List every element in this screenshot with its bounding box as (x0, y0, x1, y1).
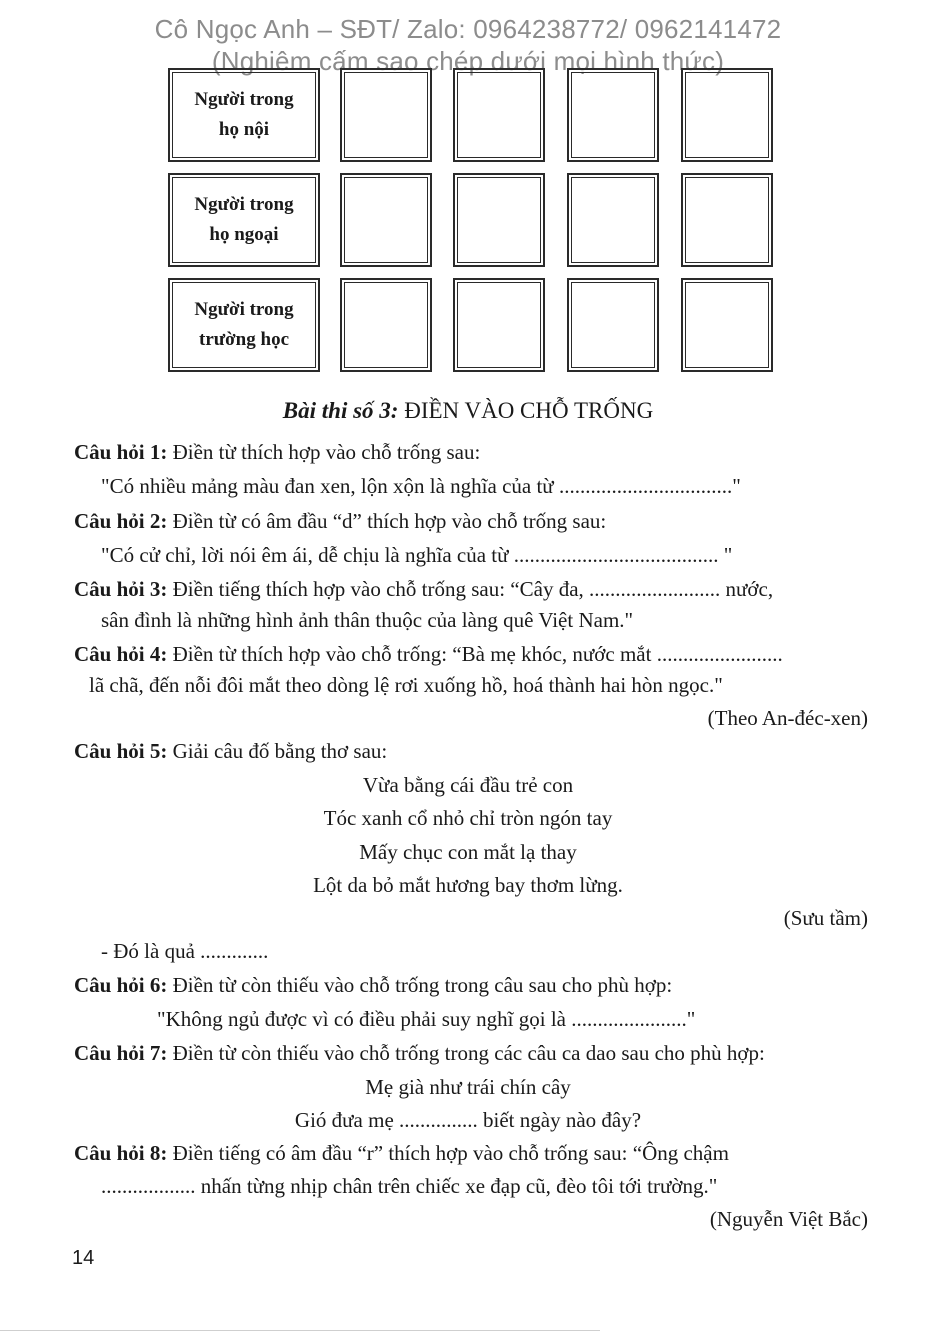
section-title (0, 398, 936, 424)
row-label-maternal (168, 173, 320, 267)
question-4-cont: lã chã, đến nỗi đôi mắt theo dòng lệ rơi xuống hồ, hoá thành hai hòn ngọc." (89, 673, 723, 697)
question-2 (74, 509, 606, 534)
question-text: Điền từ còn thiếu vào chỗ trống trong câu sau cho phù hợp: (167, 973, 673, 997)
question-5 (74, 739, 387, 764)
question-label: Câu hỏi 4: (74, 642, 168, 666)
question-8-cont: .................. nhấn từng nhịp chân trên chiếc xe đạp cũ, đèo tôi tới trường." (101, 1174, 718, 1198)
folk-verse-line: Mẹ già như trái chín cây (365, 1075, 571, 1099)
folk-verse-line: Gió đưa mẹ ............... biết ngày nào đây? (294, 1108, 642, 1132)
riddle-line: Lột da bỏ mắt hương bay thơm lừng. (313, 873, 623, 897)
row-label-line1: Người trong (194, 194, 294, 215)
row-label-line2: họ ngoại (209, 224, 279, 245)
answer-cell[interactable] (567, 173, 659, 267)
question-1 (74, 440, 480, 465)
question-text: Giải câu đố bằng thơ sau: (167, 739, 388, 763)
row-label-line1: Người trong (194, 89, 294, 110)
answer-cell[interactable] (681, 68, 773, 162)
page-number: 14 (72, 1247, 95, 1269)
row-label-paternal (168, 68, 320, 162)
answer-cell[interactable] (453, 173, 545, 267)
answer-cell[interactable] (681, 278, 773, 372)
question-label: Câu hỏi 8: (74, 1141, 168, 1165)
answer-cell[interactable] (453, 278, 545, 372)
bottom-rule (0, 1330, 600, 1331)
row-label-line2: trường học (199, 329, 289, 350)
question-3-cont: sân đình là những hình ảnh thân thuộc của làng quê Việt Nam." (101, 608, 634, 632)
question-text: Điền tiếng có âm đầu “r” thích hợp vào chỗ trống sau: “Ông chậm (167, 1141, 729, 1165)
grid-row-school (168, 278, 775, 374)
question-text: Điền tiếng thích hợp vào chỗ trống sau: “Cây đa, ......................... nước, (167, 577, 774, 601)
question-8 (74, 1141, 729, 1166)
watermark-notice: (Nghiêm cấm sao chép dưới mọi hình thức) (211, 46, 725, 76)
question-label: Câu hỏi 5: (74, 739, 168, 763)
question-text: Điền từ thích hợp vào chỗ trống sau: (167, 440, 481, 464)
row-label-line2: họ nội (218, 119, 270, 140)
row-label-school (168, 278, 320, 372)
section-heading: ĐIỀN VÀO CHỖ TRỐNG (398, 398, 654, 423)
answer-cell[interactable] (567, 278, 659, 372)
question-label: Câu hỏi 1: (74, 440, 168, 464)
answer-cell[interactable] (567, 68, 659, 162)
question-4 (74, 642, 783, 667)
question-7 (74, 1041, 765, 1066)
section-prefix: Bài thi số 3: (282, 398, 399, 423)
answer-cell[interactable] (681, 173, 773, 267)
answer-cell[interactable] (340, 278, 432, 372)
answer-cell[interactable] (340, 173, 432, 267)
question-6 (74, 973, 672, 998)
question-label: Câu hỏi 7: (74, 1041, 168, 1065)
question-text: Điền từ còn thiếu vào chỗ trống trong các câu ca dao sau cho phù hợp: (167, 1041, 765, 1065)
question-8-source: (Nguyễn Việt Bắc) (709, 1207, 868, 1231)
riddle-line: Vừa bằng cái đầu trẻ con (362, 773, 574, 797)
watermark-contact: Cô Ngọc Anh – SĐT/ Zalo: 0964238772/ 0962141472 (154, 14, 782, 44)
grid-row-paternal (168, 68, 775, 164)
question-4-source: (Theo An-đéc-xen) (707, 706, 868, 730)
question-label: Câu hỏi 2: (74, 509, 168, 533)
question-text: Điền từ có âm đầu “d” thích hợp vào chỗ trống sau: (167, 509, 607, 533)
question-2-quote: "Có cử chỉ, lời nói êm ái, dễ chịu là nghĩa của từ ....................................... " (101, 543, 733, 567)
riddle-line: Tóc xanh cổ nhỏ chỉ tròn ngón tay (323, 806, 613, 830)
answer-cell[interactable] (453, 68, 545, 162)
question-label: Câu hỏi 6: (74, 973, 168, 997)
question-label: Câu hỏi 3: (74, 577, 168, 601)
answer-cell[interactable] (340, 68, 432, 162)
question-1-quote: "Có nhiều mảng màu đan xen, lộn xộn là nghĩa của từ ................................." (101, 474, 741, 498)
question-6-quote: "Không ngủ được vì có điều phải suy nghĩ gọi là ......................" (157, 1007, 696, 1031)
grid-row-maternal (168, 173, 775, 269)
question-5-answer: - Đó là quả ............. (101, 939, 269, 963)
question-text: Điền từ thích hợp vào chỗ trống: “Bà mẹ khóc, nước mắt ........................ (167, 642, 783, 666)
riddle-line: Mấy chục con mắt lạ thay (359, 840, 577, 864)
question-5-source: (Sưu tầm) (783, 906, 868, 930)
question-3 (74, 577, 773, 602)
row-label-line1: Người trong (194, 299, 294, 320)
